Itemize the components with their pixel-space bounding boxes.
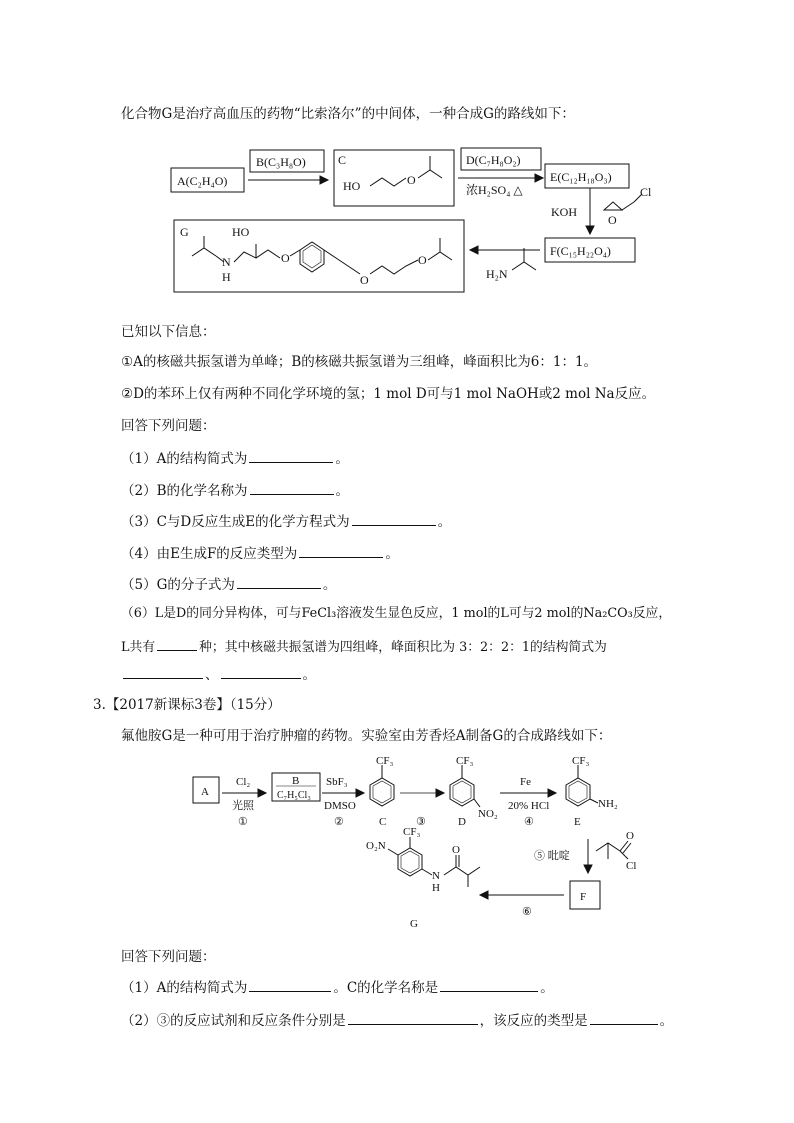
- q2-item-6-sep: 、: [205, 667, 219, 683]
- q2-item-6-mid: 种；其中核磁共振氢谱为四组峰，峰面积比为 3：2：2：1的结构简式为: [199, 640, 607, 655]
- q3-item-2-mid: ，该反应的类型是: [479, 1013, 588, 1029]
- compound-a-label: A(C₂H₄O): [177, 174, 228, 188]
- q2-item-6-line-2: [121, 636, 607, 658]
- q3-item-2: [121, 1010, 673, 1031]
- answer-blank[interactable]: [590, 1010, 658, 1025]
- g-o-label: O: [452, 844, 460, 856]
- step-1-label: ①: [238, 816, 248, 828]
- compound-c-label: C: [379, 816, 387, 828]
- q2-info-1: ①A的核磁共振氢谱为单峰；B的核磁共振氢谱为三组峰，峰面积比为6：1：1。: [121, 354, 598, 370]
- compound-c-label: C: [338, 153, 347, 167]
- q2-item-3: [121, 511, 451, 532]
- g-o3-label: O: [418, 253, 427, 267]
- q3-item-1-mid: 。C的化学名称是: [333, 980, 439, 996]
- compound-c-box: [334, 150, 454, 206]
- q2-item-6-pre: L共有: [121, 640, 156, 655]
- step-4-label: ④: [524, 816, 534, 828]
- compound-b-label: B: [292, 775, 300, 787]
- q2-item-5-end: 。: [322, 577, 337, 593]
- q3-item-1: [121, 977, 554, 998]
- g-cf3-label: CF₃: [403, 826, 421, 838]
- step-5-label: ⑤ 吡啶: [534, 850, 570, 862]
- g-n-label: N: [432, 870, 440, 882]
- e-cf3-label: CF₃: [572, 755, 590, 767]
- compound-e-label: E(C₁₂H₁₈O₃): [550, 170, 612, 184]
- q2-item-6-line-1: （6）L是D的同分异构体，可与FeCl₃溶液发生显色反应，1 mol的L可与2 mol的Na₂CO₃反应，: [121, 606, 672, 621]
- epoxide-cl-label: Cl: [640, 185, 652, 199]
- step-2-label: ②: [334, 816, 344, 828]
- c-cf3-label: CF₃: [376, 755, 394, 767]
- compound-f-label: F(C₁₅H₂₂O₄): [550, 244, 611, 258]
- reagent-sbf3-label: SbF₃: [326, 776, 348, 788]
- answer-blank[interactable]: [237, 574, 321, 589]
- c-o-label: O: [407, 173, 416, 187]
- compound-g-label: G: [180, 225, 189, 239]
- g-n-label: N: [222, 255, 231, 269]
- q2-item-1-text: （1）A的结构简式为: [121, 451, 248, 467]
- solvent-dmso-label: DMSO: [324, 800, 356, 812]
- e-nh2-label: NH₂: [598, 798, 618, 810]
- step-6-label: ⑥: [522, 906, 532, 918]
- q2-item-4-end: 。: [385, 546, 399, 562]
- compound-d-label: D: [458, 816, 466, 828]
- compound-g-label: G: [410, 918, 418, 930]
- amine-h2n-label: H₂N: [486, 267, 508, 281]
- reagent-d-label: D(C₇H₈O₂): [466, 153, 521, 167]
- answer-blank[interactable]: [249, 977, 331, 992]
- q2-item-6-line-3: [121, 664, 316, 685]
- q2-answer-prompt: 回答下列问题：: [121, 418, 216, 434]
- answer-blank[interactable]: [250, 480, 334, 495]
- reagent-fe-label: Fe: [520, 776, 531, 788]
- d-no2-label: NO₂: [478, 808, 498, 820]
- answer-blank[interactable]: [352, 511, 436, 526]
- q3-header: 3.【2017新课标3卷】（15分）: [93, 697, 281, 713]
- q2-known-title: 已知以下信息：: [121, 324, 216, 340]
- d-cf3-label: CF₃: [456, 755, 474, 767]
- compound-e-label: E: [574, 816, 581, 828]
- q2-intro: 化合物G是治疗高血压的药物“比索洛尔”的中间体，一种合成G的路线如下：: [121, 106, 575, 122]
- q2-info-2: ②D的苯环上仅有两种不同化学环境的氢；1 mol D可与1 mol NaOH或2 mol Na反应。: [121, 386, 656, 402]
- acyl-cl-label: Cl: [626, 860, 637, 872]
- g-o1-label: O: [281, 251, 290, 265]
- compound-a-label: A: [201, 786, 209, 798]
- acyl-o-label: O: [626, 830, 634, 842]
- epoxide-o-label: O: [608, 213, 617, 227]
- koh-label: KOH: [551, 205, 577, 219]
- step-3-label: ③: [416, 816, 426, 828]
- q2-item-2-end: 。: [335, 483, 350, 499]
- q3-item-2-end: 。: [659, 1013, 674, 1029]
- answer-blank[interactable]: [348, 1010, 478, 1025]
- synthesis-scheme-1: [0, 138, 794, 298]
- answer-blank[interactable]: [123, 664, 203, 679]
- q3-item-1-end: 。: [540, 980, 554, 996]
- q2-item-1-end: 。: [335, 451, 349, 467]
- q2-item-5: [121, 574, 336, 595]
- q2-item-3-text: （3）C与D反应生成E的化学方程式为: [121, 514, 350, 530]
- compound-f-label: F: [580, 891, 587, 903]
- q3-answer-prompt: 回答下列问题：: [121, 949, 216, 965]
- answer-blank[interactable]: [440, 977, 538, 992]
- g-ho-label: HO: [232, 225, 250, 239]
- answer-blank[interactable]: [221, 664, 301, 679]
- g-o2n-label: O₂N: [366, 840, 386, 852]
- q2-item-2: [121, 480, 349, 501]
- q3-item-2-text: （2）③的反应试剂和反应条件分别是: [121, 1013, 346, 1029]
- answer-blank[interactable]: [249, 448, 333, 463]
- condition-light-label: 光照: [232, 800, 254, 812]
- g-h-label: H: [432, 882, 440, 894]
- reagent-b-label: B(C₃H₈O): [256, 155, 306, 169]
- q2-item-6-end: 。: [302, 667, 316, 683]
- q2-item-4-text: （4）由E生成F的反应类型为: [121, 546, 298, 562]
- q2-item-4: [121, 543, 399, 564]
- g-o2-label: O: [360, 273, 369, 287]
- q2-item-1: [121, 448, 349, 469]
- c-ho-label: HO: [343, 179, 361, 193]
- g-h-label: H: [222, 270, 231, 284]
- q2-item-3-end: 。: [437, 514, 452, 530]
- answer-blank[interactable]: [299, 543, 383, 558]
- q3-intro: 氟他胺G是一种可用于治疗肿瘤的药物。实验室由芳香烃A制备G的合成路线如下：: [121, 728, 612, 744]
- q2-item-5-text: （5）G的分子式为: [121, 577, 235, 593]
- condition-cd-label: 浓H₂SO₄ △: [466, 183, 523, 197]
- answer-blank[interactable]: [157, 636, 197, 651]
- synthesis-scheme-2: [0, 755, 794, 940]
- reagent-hcl-label: 20% HCl: [508, 800, 550, 812]
- q2-item-2-text: （2）B的化学名称为: [121, 483, 248, 499]
- q3-item-1-text: （1）A的结构简式为: [121, 980, 248, 996]
- compound-b-formula: C₇H₅Cl₃: [277, 790, 311, 801]
- reagent-cl2-label: Cl₂: [236, 776, 251, 788]
